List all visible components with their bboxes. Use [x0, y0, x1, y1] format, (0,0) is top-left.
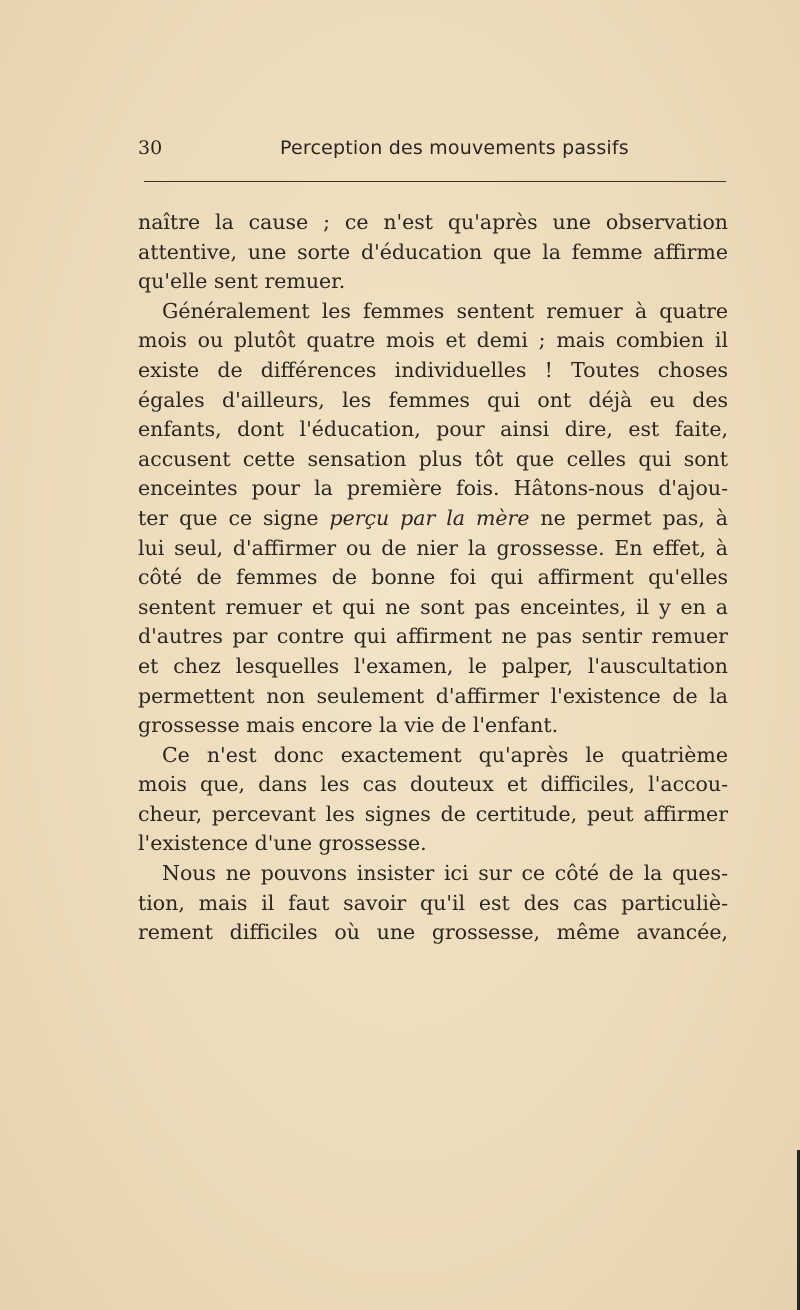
page-number: 30: [138, 137, 163, 159]
italic-phrase: perçu par la mère: [329, 505, 530, 530]
text-line: Généralement les femmes sentent remuer à quatre: [162, 298, 728, 323]
text-line: grossesse mais encore la vie de l'enfant.: [138, 713, 559, 738]
text-line: côté de femmes de bonne foi qui affirment qu'elles: [138, 565, 728, 590]
running-title: Perception des mouvements passifs: [280, 137, 629, 159]
text-segment: ter que ce signe: [138, 505, 330, 530]
text-line: d'autres par contre qui affirment ne pas sentir remuer: [138, 624, 728, 649]
text-line: sentent remuer et qui ne sont pas enceintes, il y en a: [138, 594, 728, 619]
text-line: accusent cette sensation plus tôt que celles qui sont: [138, 446, 728, 471]
text-line: attentive, une sorte d'éducation que la femme affirme: [138, 239, 728, 264]
text-line: qu'elle sent remuer.: [138, 269, 346, 294]
header-rule: [144, 181, 726, 182]
text-line: égales d'ailleurs, les femmes qui ont déjà eu des: [138, 387, 728, 412]
text-line: enceintes pour la première fois. Hâtons-nous d'ajou-: [138, 476, 728, 501]
text-line: cheur, percevant les signes de certitude, peut affirmer: [138, 801, 728, 826]
paragraph: [138, 208, 728, 297]
text-line: l'existence d'une grossesse.: [138, 831, 427, 856]
body-text: [138, 208, 728, 948]
text-line: lui seul, d'affirmer ou de nier la grossesse. En effet, à: [138, 535, 728, 560]
text-line: mois que, dans les cas douteux et difficiles, l'accou-: [138, 772, 728, 797]
text-line: rement difficiles où une grossesse, même avancée,: [138, 920, 728, 945]
text-segment: ne permet pas, à: [529, 505, 728, 530]
text-line: Ce n'est donc exactement qu'après le quatrième: [162, 742, 728, 767]
paragraph: [138, 741, 728, 859]
text-line: mois ou plutôt quatre mois et demi ; mais combien il: [138, 328, 728, 353]
paragraph: [138, 859, 728, 948]
page-header: [138, 137, 728, 167]
text-line: existe de différences individuelles ! Toutes choses: [138, 357, 728, 382]
text-line: naître la cause ; ce n'est qu'après une observation: [138, 210, 728, 234]
text-line: enfants, dont l'éducation, pour ainsi dire, est faite,: [138, 417, 728, 442]
paragraph: [138, 297, 728, 741]
text-line: et chez lesquelles l'examen, le palper, l'auscultation: [138, 653, 728, 678]
text-line: Nous ne pouvons insister ici sur ce côté de la ques-: [162, 861, 728, 886]
text-line: tion, mais il faut savoir qu'il est des cas particuliè-: [138, 890, 728, 915]
text-line: permettent non seulement d'affirmer l'existence de la: [138, 683, 728, 708]
text-line: [138, 504, 728, 534]
